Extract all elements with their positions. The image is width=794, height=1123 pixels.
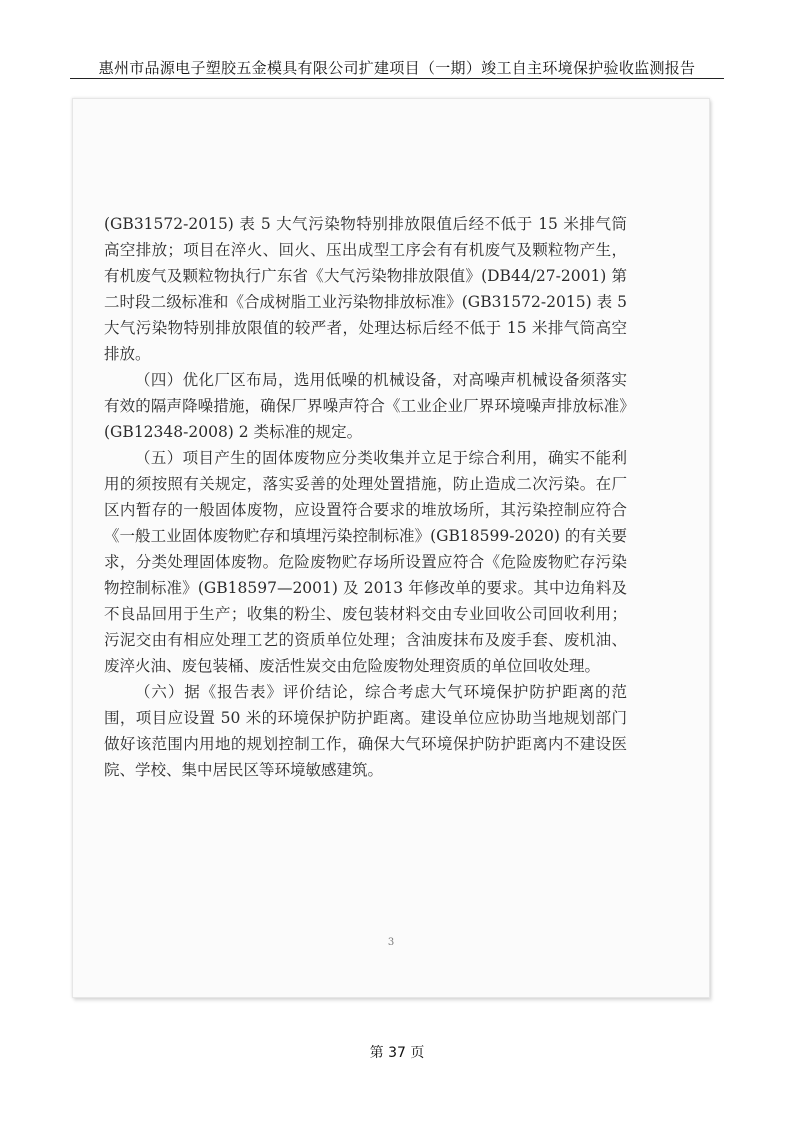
paragraph-continuation: (GB31572-2015) 表 5 大气污染物特别排放限值后经不低于 15 米排气筒高空排放；项目在淬火、回火、压出成型工序会有有机废气及颗粒物产生，有机废气及颗粒物执行广东省《大气污染物排放限值》(DB44/27-2001) 第二时段二级标准和《合成树脂工业污染物排放标准》(GB31572-2015) 表 5 大气污染物特别排放限值的较严者，处理达标后经不低于 15 米排气筒高空排放。 (104, 215, 627, 363)
paragraph-noise: （四）优化厂区布局，选用低噪的机械设备，对高噪声机械设备须落实有效的隔声降噪措施，确保厂界噪声符合《工业企业厂界环境噪声排放标准》(GB12348-2008) 2 类标准的规定。 (104, 371, 627, 441)
scanned-page-number: 3 (387, 937, 395, 948)
header-divider (70, 78, 724, 79)
paragraph-solid-waste: （五）项目产生的固体废物应分类收集并立足于综合利用，确实不能利用的须按照有关规定，落实妥善的处理处置措施，防止造成二次污染。在厂区内暂存的一般固体废物，应设置符合要求的堆放场所，其污染控制应符合《一般工业固体废物贮存和填埋污染控制标准》(GB18599-2020) 的有关要求，分类处理固体废物。危险废物贮存场所设置应符合《危险废物贮存污染物控制标准》(GB18597—2001) 及 2013 年修改单的要求。其中边角料及不良品回用于生产；收集的粉尘、废包装材料交由专业回收公司回收利用；污泥交由有相应处理工艺的资质单位处理；含油废抹布及废手套、废机油、废淬火油、废包装桶、废活性炭交由危险废物处理资质的单位回收处理。 (104, 449, 627, 675)
footer-page-number: 第 37 页 (369, 1045, 425, 1061)
scanned-page-body (104, 211, 627, 783)
report-header-title: 惠州市品源电子塑胶五金模具有限公司扩建项目（一期）竣工自主环境保护验收监测报告 (98, 59, 696, 77)
paragraph-protection-distance: （六）据《报告表》评价结论，综合考虑大气环境保护防护距离的范围，项目应设置 50 米的环境保护防护距离。建设单位应协助当地规划部门做好该范围内用地的规划控制工作，确保大气环境保护防护距离内不建设医院、学校、集中居民区等环境敏感建筑。 (104, 683, 627, 779)
